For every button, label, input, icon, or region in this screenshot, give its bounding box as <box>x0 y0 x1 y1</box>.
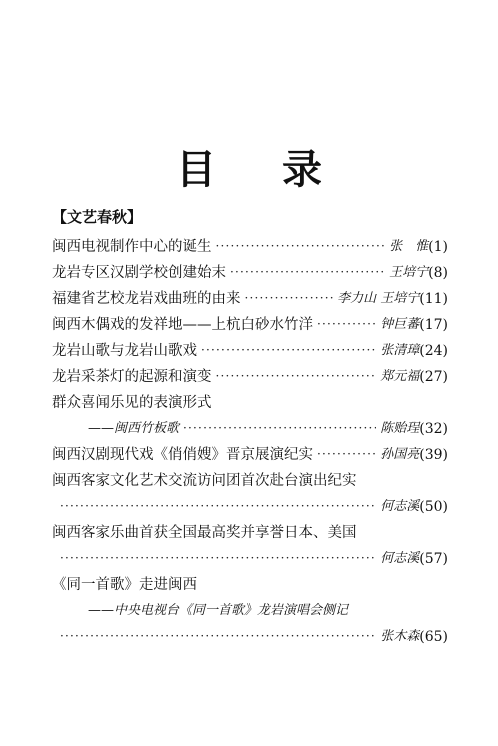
toc-entry-author: 陈贻珵 <box>380 421 420 436</box>
title-char-2: 录 <box>282 147 322 193</box>
page-title <box>0 138 498 195</box>
toc-entry-page: (8) <box>428 265 448 281</box>
dot-leader <box>230 264 385 282</box>
toc-entry-subtitle: ——闽西竹板歌 <box>88 421 180 436</box>
dot-leader <box>216 238 386 256</box>
toc-entry-author: 张木森 <box>380 629 420 644</box>
toc-entry-page: (27) <box>419 369 448 385</box>
toc-entry-author: 李力山 王培宁 <box>337 291 420 306</box>
toc-entry-page: (50) <box>419 499 448 515</box>
toc-entry-author: 孙国亮 <box>380 447 420 462</box>
section-heading: 【文艺春秋】 <box>52 208 143 226</box>
dot-leader <box>60 550 376 568</box>
toc-entry-author: 郑元福 <box>380 369 420 384</box>
toc-entry-title: 《同一首歌》走进闽西 <box>52 577 197 593</box>
toc-entry-title: 闽西客家乐曲首获全国最高奖并享誉日本、美国 <box>52 525 357 541</box>
toc-entry-heading[interactable] <box>52 516 448 542</box>
toc-entry-title: 群众喜闻乐见的表演形式 <box>52 395 212 411</box>
toc-entry[interactable] <box>52 490 448 516</box>
toc-entry[interactable] <box>52 620 448 646</box>
dot-leader <box>245 290 334 308</box>
toc-entry[interactable] <box>52 360 448 386</box>
title-char-1: 目 <box>176 147 216 193</box>
toc-entry[interactable] <box>52 412 448 438</box>
toc-entry[interactable] <box>52 282 448 308</box>
toc-entry[interactable] <box>52 334 448 360</box>
toc-entry-page: (1) <box>428 239 448 255</box>
toc-entry-subtitle: ——中央电视台《同一首歌》龙岩演唱会侧记 <box>88 603 349 618</box>
toc-entry-author: 钟巨蕃 <box>380 317 420 332</box>
dot-leader <box>183 420 376 438</box>
toc-entry-author: 何志溪 <box>380 499 420 514</box>
toc-entry-page: (11) <box>419 291 448 307</box>
toc-entry-title: 闽西电视制作中心的诞生 <box>52 239 212 255</box>
toc-entry-page: (57) <box>419 551 448 567</box>
toc-entry[interactable] <box>52 256 448 282</box>
toc-entry[interactable] <box>52 542 448 568</box>
toc-entry-author: 王培宁 <box>389 265 429 280</box>
toc-entry-heading[interactable] <box>52 464 448 490</box>
toc-entry-page: (24) <box>419 343 448 359</box>
dot-leader <box>317 446 376 464</box>
toc-entry-title: 龙岩采茶灯的起源和演变 <box>52 369 212 385</box>
toc-entry-page: (32) <box>419 421 448 437</box>
toc-entry-heading[interactable] <box>52 386 448 412</box>
toc-entry[interactable] <box>52 438 448 464</box>
toc-entry-page: (17) <box>419 317 448 333</box>
dot-leader <box>60 498 376 516</box>
toc-entry-title: 闽西汉剧现代戏《俏俏嫂》晋京展演纪实 <box>52 447 313 463</box>
toc-entry-title: 龙岩山歌与龙岩山歌戏 <box>52 343 197 359</box>
toc-entry-title: 闽西木偶戏的发祥地——上杭白砂水竹洋 <box>52 317 313 333</box>
toc-entry-title: 闽西客家文化艺术交流访问团首次赴台演出纪实 <box>52 473 357 489</box>
dot-leader <box>201 342 376 360</box>
toc-entry[interactable] <box>52 308 448 334</box>
toc-entry-author: 张 惟 <box>389 239 429 254</box>
dot-leader <box>317 316 376 334</box>
toc-entry-title: 福建省艺校龙岩戏曲班的由来 <box>52 291 241 307</box>
toc-entry-page: (65) <box>419 629 448 645</box>
toc-entry-title: 龙岩专区汉剧学校创建始末 <box>52 265 226 281</box>
dot-leader <box>60 628 376 646</box>
toc-entry-author: 何志溪 <box>380 551 420 566</box>
toc-list <box>52 230 448 646</box>
toc-entry-subheading[interactable] <box>52 594 448 620</box>
toc-entry[interactable] <box>52 230 448 256</box>
toc-entry-page: (39) <box>419 447 448 463</box>
toc-entry-heading[interactable] <box>52 568 448 594</box>
toc-entry-author: 张清璋 <box>380 343 420 358</box>
dot-leader <box>216 368 377 386</box>
